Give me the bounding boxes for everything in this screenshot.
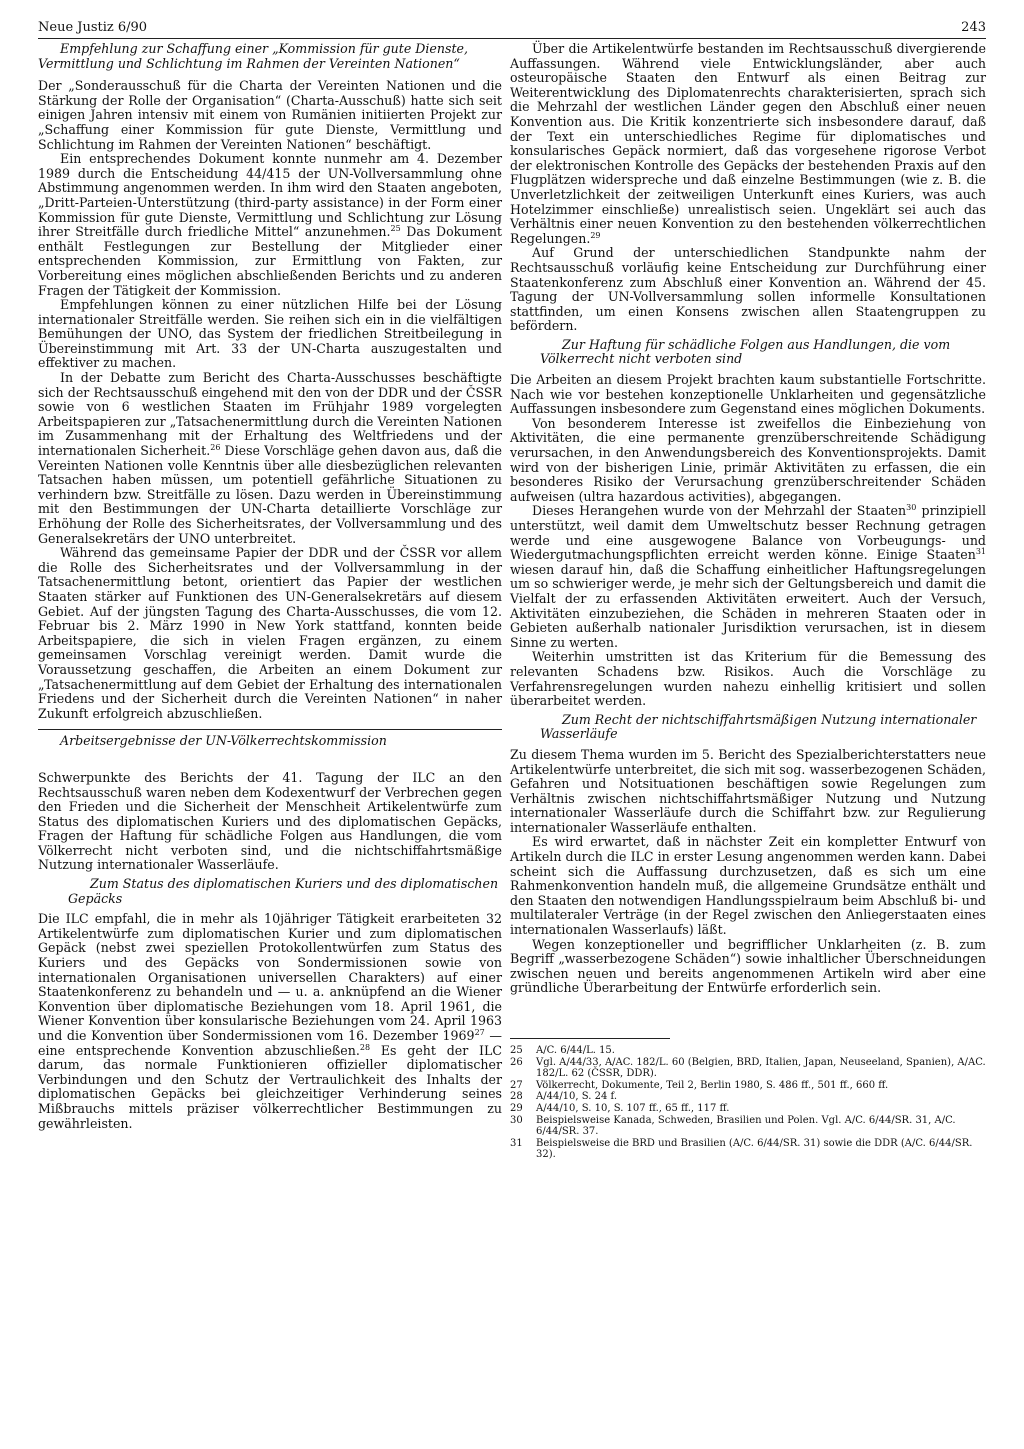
divider bbox=[38, 729, 502, 730]
paragraph: Ein entsprechendes Dokument konnte nunmehr am 4. Dezember 1989 durch die Entscheidung 44/415 der UN-Vollversammlung ohne Abstimmung angenommen werden. In ihm wird den Staaten angeboten, „Dritt-Parteien-Unterstützung (third-party assistance) in der Form einer Kommission für gute Dienste, Vermittlung und Schlichtung zur Lösung ihrer Streitfälle durch friedliche Mittel“ anzunehmen.$^{25}$ Das Dokument enthält Festlegungen zur Bestellung der Mitglieder einer entsprechenden Kommission, zur Ermittlung von Fakten, zur Vorbereitung eines möglichen abschließenden Berichts und zu anderen Fragen der Tätigkeit der Kommission. bbox=[38, 151, 502, 298]
page-number: 243 bbox=[961, 20, 986, 35]
footnote-divider bbox=[510, 1038, 670, 1039]
footnote-ref: 25 bbox=[390, 223, 401, 233]
footnote-ref: 28 bbox=[359, 1042, 371, 1052]
footnote-ref: 26 bbox=[210, 442, 221, 452]
footnote: 27 Völkerrecht, Dokumente, Teil 2, Berlin 1980, S. 486 ff., 501 ff., 660 ff. bbox=[510, 1079, 889, 1091]
paragraph: Auf Grund der unterschiedlichen Standpunkte nahm der Rechtsausschuß vorläufig keine Entscheidung zur Durchführung einer Staatenkonferenz zum Abschluß einer Konvention an. Während der 45. Tagung der UN-Vollversammlung sollen informelle Konsultationen stattfinden, um einen Konsens zwischen allen Staatengruppen zu befördern. bbox=[510, 245, 986, 334]
paragraph: Die Arbeiten an diesem Projekt brachten kaum substantielle Fortschritte. Nach wie vor bestehen konzeptionelle Unklarheiten und gegensätzliche Auffassungen insbesondere zum Gegenstand eines möglichen Dokuments. bbox=[510, 372, 986, 417]
paragraph: Während das gemeinsame Papier der DDR und der ČSSR vor allem die Rolle des Sicherheitsrates und der Vollversammlung in der Tatsachenermittlung betont, orientiert das Papier der westlichen Staaten stärker auf Funktionen des UN-Generalsekretärs auf diesem Gebiet. Auf der jüngsten Tagung des Charta-Ausschusses, die vom 12. Februar bis 2. März 1990 in New York stattfand, konnten beide Arbeitspapiere, die sich in vielen Fragen ergänzen, zu einem gemeinsamen Vorschlag vereinigt werden. Damit wurde die Voraussetzung geschaffen, die Arbeiten an einem Dokument zur „Tatsachenermittlung auf dem Gebiet der Erhaltung des internationalen Friedens und der Sicherheit durch die Vereinten Nationen“ in naher Zukunft erfolgreich abzuschließen. bbox=[38, 545, 502, 721]
footnote-ref: 27 bbox=[474, 1027, 485, 1037]
paragraph: Über die Artikelentwürfe bestanden im Rechtsausschuß divergierende Auffassungen. Während viele Entwicklungsländer, aber auch osteuropäische Staaten den Entwurf als einen Beitrag zur Weiterentwicklung des Diplomatenrechts charakterisierten, sprach sich die Mehrzahl der westlichen Länder gegen den Abschluß einer neuen Konvention aus. Die Kritik konzentrierte sich insbesondere darauf, daß der Text ein unterschiedliches Regime für diplomatisches und konsularisches Gepäck normiert, daß das vorgesehene rigorose Verbot der elektronischen Kontrolle des Gepäcks der bestehenden Praxis auf den Flugplätzen widerspreche und daß einzelne Bestimmungen (wie z. B. die Unverletzlichkeit der zeitweiligen Unterkunft eines Kuriers, was auch Hotelzimmer einschließe) unrealistisch seien. Ungeklärt sei auch das Verhältnis einer neuen Konvention zu den bestehenden völkerrechtlichen Regelungen.$^{29}$ bbox=[510, 41, 986, 246]
journal-title: Neue Justiz 6/90 bbox=[38, 20, 148, 35]
subsection-heading: Zum Status des diplomatischen Kuriers und des diplomatischen Gepäcks bbox=[68, 876, 499, 906]
paragraph: Empfehlungen können zu einer nützlichen Hilfe bei der Lösung internationaler Streitfälle werden. Sie reihen sich ein in die vielfältigen Bemühungen der UNO, das System der friedlichen Streitbeilegung in Übereinstimmung mit Art. 33 der UN-Charta auszugestalten und effektiver zu machen. bbox=[38, 297, 502, 371]
paragraph: Die ILC empfahl, die in mehr als 10jähriger Tätigkeit erarbeiteten 32 Artikelentwürfe zum diplomatischen Kurier und zum diplomatischen Gepäck (nebst zwei speziellen Protokollentwürfen zum Status des Kuriers und des Gepäcks von Sondermissionen sowie von internationalen Organisationen universellen Charakters) auf einer Staatenkonferenz zu behandeln und — u. a. anknüpfend an die Wiener Konvention über diplomatische Beziehungen vom 18. April 1961, die Wiener Konvention über konsularische Beziehungen vom 24. April 1963 und die Konvention über Sondermissionen vom 16. Dezember 1969$^{27}$ — eine entsprechende Konvention abzuschließen.$^{28}$ Es geht der ILC darum, das normale Funktionieren offizieller diplomatischer Verbindungen und den Schutz der Vertraulichkeit des Inhalts der diplomatischen Gepäcks bei gleichzeitiger Verhinderung seines Mißbrauchs mittels präziser völkerrechtlicher Bestimmungen zu gewährleisten. bbox=[38, 911, 502, 1131]
footnote: 25 A/C. 6/44/L. 15. bbox=[510, 1045, 615, 1056]
paragraph: In der Debatte zum Bericht des Charta-Ausschusses beschäftigte sich der Rechtsausschuß eingehend mit den von der DDR und der ČSSR sowie von 6 westlichen Staaten im Frühjahr 1989 vorgelegten Arbeitspapieren zur „Tatsachenermittlung durch die Vereinten Nationen im Zusammenhang mit der Erhaltung des Weltfriedens und der internationalen Sicherheit.$^{26}$ Diese Vorschläge gehen davon aus, daß die Vereinten Nationen volle Kenntnis über alle diesbezüglichen relevanten Tatsachen haben müssen, um potentiell gefährliche Situationen zu verhindern bzw. Streitfälle zu lösen. Dazu werden in Übereinstimmung mit den Bestimmungen der UN-Charta detaillierte Vorschläge zur Erhöhung der Rolle des Sicherheitsrates, der Vollversammlung und des Generalsekretärs der UNO unterbreitet. bbox=[38, 370, 503, 546]
paragraph: Weiterhin umstritten ist das Kriterium für die Bemessung des relevanten Schadens bzw. Risikos. Auch die Vorschläge zu Verfahrensregelungen wurden nahezu einhellig kritisiert und sollen überarbeitet werden. bbox=[510, 649, 986, 709]
footnote: 28 A/44/10, S. 24 f. bbox=[510, 1091, 618, 1103]
section-heading: Empfehlung zur Schaffung einer „Kommission für gute Dienste, Vermittlung und Schlichtung im Rahmen der Vereinten Nationen“ bbox=[38, 41, 468, 71]
right-column bbox=[510, 42, 986, 1161]
paragraph: Zu diesem Thema wurden im 5. Bericht des Spezialberichterstatters neue Artikelentwürfe unterbreitet, die sich mit sog. wasserbezogenen Schäden, Gefahren und Notsituationen beschäftigen sowie Regelungen zum Verhältnis zwischen nichtschiffahrtsmäßiger Nutzung und Nutzung internationaler Wasserläufe durch die Schiffahrt bzw. zur Regulierung internationaler Wasserläufe enthalten. bbox=[510, 746, 986, 835]
page-header bbox=[38, 20, 986, 39]
paragraph: Wegen konzeptioneller und begrifflicher Unklarheiten (z. B. zum Begriff „wasserbezogene Schäden“) sowie inhaltlicher Überschneidungen zwischen neuen und bereits angenommenen Artikeln wird aber eine gründliche Überarbeitung der Entwürfe erforderlich sein. bbox=[510, 936, 986, 996]
paragraph: Dieses Herangehen wurde von der Mehrzahl der Staaten$^{30}$ prinzipiell unterstützt, weil damit dem Umweltschutz besser Rechnung getragen werde und eine ausgewogene Balance von Vorbeugungs- und Wiedergutmachungspflichten erreicht werden könne. Einige Staaten$^{31}$ wiesen darauf hin, daß die Schaffung einheitlicher Haftungsregelungen um so schwieriger werde, je mehr sich der Geltungsbereich und damit die Vielfalt der zu erfassenden Aktivitäten erweitert. Auch der Versuch, Aktivitäten einzubeziehen, die Schäden in mehreren Staaten oder in Gebieten außerhalb nationaler Jurisdiktion verursachen, ist in diesem Sinne zu werten. bbox=[510, 503, 986, 650]
footnote-ref: 30 bbox=[906, 503, 917, 513]
paragraph: Es wird erwartet, daß in nächster Zeit ein kompletter Entwurf von Artikeln durch die ILC in erster Lesung angenommen werden kann. Dabei scheint sich die Auffassung durchzusetzen, daß es sich um eine Rahmenkonvention handeln muß, die allgemeine Grundsätze enthält und den Staaten den notwendigen Handlungsspielraum beim Abschluß bi- und multilateraler Verträge (in der Regel zwischen den Anliegerstaaten eines internationalen Wasserlaufs) läßt. bbox=[510, 834, 986, 938]
paragraph: Schwerpunkte des Berichts der 41. Tagung der ILC an den Rechtsausschuß waren neben dem Kodexentwurf der Verbrechen gegen den Frieden und die Sicherheit der Menschheit Artikelentwürfe zum Status des diplomatischen Kuriers und des diplomatischen Gepäcks, Fragen der Haftung für schädliche Folgen aus Handlungen, die vom Völkerrecht nicht verboten sind, und die nichtschiffahrtsmäßige Nutzung internationaler Wasserläufe. bbox=[38, 769, 502, 873]
footnote: 29 A/44/10, S. 10, S. 107 ff., 65 ff., 117 ff. bbox=[510, 1102, 730, 1114]
paragraph: Von besonderem Interesse ist zweifellos die Einbeziehung von Aktivitäten, die eine permanente grenzüberschreitende Schädigung verursachen, in den Anwendungsbereich des Konventionsprojekts. Damit wird von der bisherigen Linie, primär Aktivitäten zu erfassen, die ein besonderes Risiko der Verursachung grenzüberschreitender Schäden aufweisen (ultra hazardous activities), abgegangen. bbox=[510, 415, 986, 504]
footnotes bbox=[510, 1045, 986, 1161]
left-column bbox=[38, 42, 502, 1131]
paragraph: Der „Sonderausschuß für die Charta der Vereinten Nationen und die Stärkung der Rolle der Organisation“ (Charta-Ausschuß) hatte sich seit einigen Jahren intensiv mit einem von Rumänien initiierten Projekt zur „Schaffung einer Kommission für gute Dienste, Vermittlung und Schlichtung im Rahmen der Vereinten Nationen“ beschäftigt. bbox=[38, 78, 502, 152]
section-heading: Arbeitsergebnisse der UN-Völkerrechtskommission bbox=[60, 733, 387, 749]
subsection-heading: Zum Recht der nichtschiffahrtsmäßigen Nutzung internationaler Wasserläufe bbox=[540, 711, 977, 742]
subsection-heading: Zur Haftung für schädliche Folgen aus Handlungen, die vom Völkerrecht nicht verboten sind bbox=[540, 336, 951, 367]
footnote: 30 Beispielsweise Kanada, Schweden, Brasilien und Polen. Vgl. A/C. 6/44/SR. 31, A/C. 6/44/SR. 37. bbox=[510, 1114, 956, 1138]
footnote: 31 Beispielsweise die BRD und Brasilien (A/C. 6/44/SR. 31) sowie die DDR (A/C. 6/44/SR. 32). bbox=[510, 1137, 973, 1161]
footnote-ref: 31 bbox=[975, 547, 986, 556]
footnote: 26 Vgl. A/44/33, A/AC. 182/L. 60 (Belgien, BRD, Italien, Japan, Neuseeland, Spanien), A/AC. 182/L. 62 (ČSSR, DDR). bbox=[510, 1056, 986, 1080]
footnote-ref: 29 bbox=[590, 230, 601, 240]
